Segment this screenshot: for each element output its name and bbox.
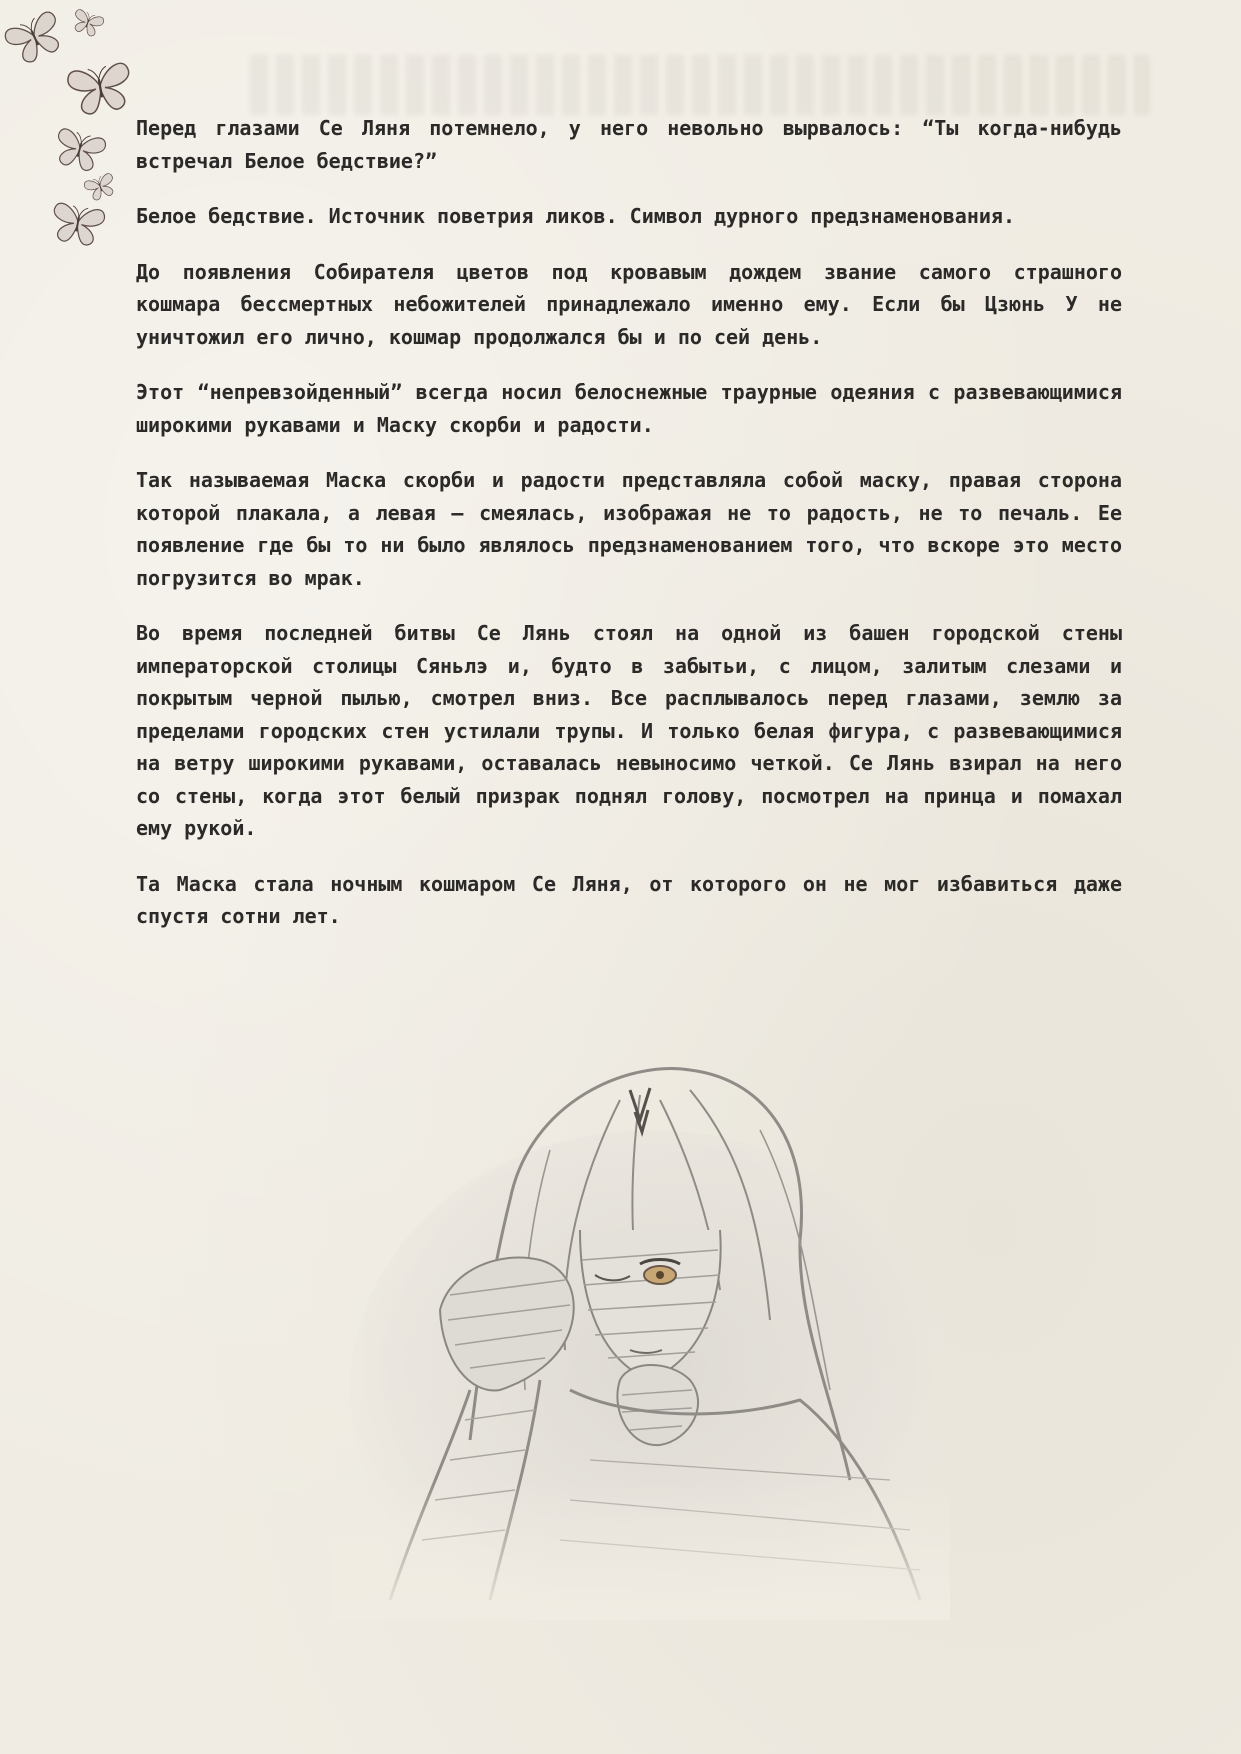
bandaged-figure-illustration [330, 1060, 950, 1620]
paragraph-1: Перед глазами Се Ляня потемнело, у него невольно вырвалось: “Ты когда-нибудь встречал Белое бедствие?” [136, 116, 1122, 173]
paragraph-2: Белое бедствие. Источник поветрия ликов. Символ дурного предзнаменования. [136, 204, 1015, 228]
paragraph-5: Так называемая Маска скорби и радости представляла собой маску, правая сторона которой плакала, а левая — смеялась, изображая не то радость, не то печаль. Ее появление где бы то ни было являлось предзнаменованием того, что вскоре это место погрузится во мрак. [136, 468, 1122, 590]
paragraph-7: Та Маска стала ночным кошмаром Се Ляня, от которого он не мог избавиться даже спустя сотни лет. [136, 871, 1122, 928]
butterflies-icon [0, 0, 150, 260]
paragraph-3: До появления Собирателя цветов под кровавым дождем звание самого страшного кошмара бессмертных небожителей принадлежало именно ему. Если бы Цзюнь У не уничтожил его лично, кошмар продолжался бы и по сей день. [136, 259, 1122, 349]
document-body [136, 112, 1122, 956]
faint-background-texture [250, 55, 1150, 115]
paragraph-6: Во время последней битвы Се Лянь стоял на одной из башен городской стены императорской столицы Сяньлэ и, будто в забытьи, с лицом, залитым слезами и покрытым черной пылью, смотрел вниз. Все расплывалось перед глазами, землю за пределами городских стен устилали трупы. И только белая фигура, с развевающимися на ветру широкими рукавами, оставалась невыносимо четкой. Се Лянь взирал на него со стены, когда этот белый призрак поднял голову, посмотрел на принца и помахал ему рукой. [136, 621, 1122, 840]
paragraph-4: Этот “непревзойденный” всегда носил белоснежные траурные одеяния с развевающимися широкими рукавами и Маску скорби и радости. [136, 380, 1122, 437]
